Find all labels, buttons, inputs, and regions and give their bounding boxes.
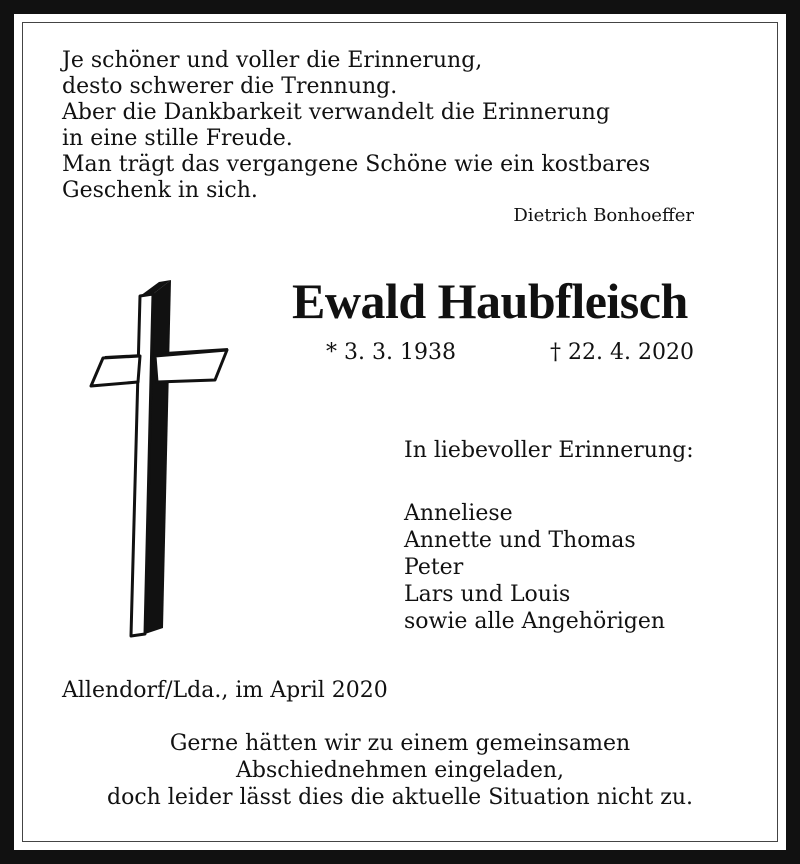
quote-line-5: Man trägt das vergangene Schöne wie ein kostbares — [62, 152, 651, 177]
quote-line-3: Aber die Dankbarkeit verwandelt die Erinnerung — [62, 100, 610, 125]
deceased-name: Ewald Haubfleisch — [292, 273, 688, 329]
quote-line-1: Je schöner und voller die Erinnerung, — [62, 48, 483, 73]
memory-heading: In liebevoller Erinnerung: — [404, 438, 694, 463]
mourner-name: Anneliese — [404, 501, 513, 526]
closing-note — [22, 730, 778, 811]
mourner-name: sowie alle Angehörigen — [404, 609, 666, 634]
quote-line-6: Geschenk in sich. — [62, 178, 258, 203]
closing-line-1: Gerne hätten wir zu einem gemeinsamen — [169, 731, 631, 756]
mourner-list — [404, 500, 665, 635]
mourner-name: Peter — [404, 555, 464, 580]
place-date: Allendorf/Lda., im April 2020 — [62, 678, 388, 703]
closing-line-3: doch leider lässt dies die aktuelle Situation nicht zu. — [107, 785, 693, 810]
death-date: † 22. 4. 2020 — [550, 340, 694, 365]
mourner-name: Annette und Thomas — [404, 528, 636, 553]
birth-date: * 3. 3. 1938 — [326, 340, 456, 365]
quote-line-2: desto schwerer die Trennung. — [62, 74, 398, 99]
quote-line-4: in eine stille Freude. — [62, 126, 293, 151]
cross-icon — [85, 276, 235, 640]
closing-line-2: Abschiednehmen eingeladen, — [235, 758, 565, 783]
mourner-name: Lars und Louis — [404, 582, 571, 607]
quote-author: Dietrich Bonhoeffer — [513, 205, 694, 226]
